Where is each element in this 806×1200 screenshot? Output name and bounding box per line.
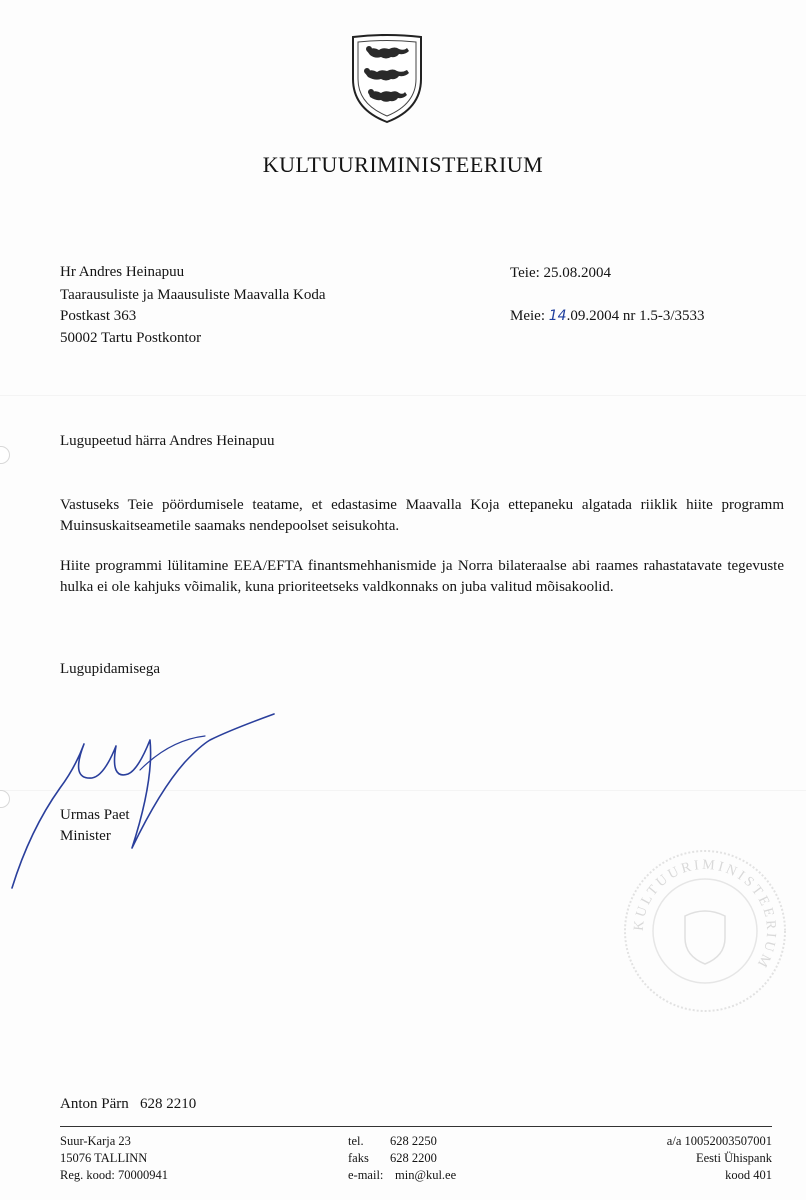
recipient-name: Hr Andres Heinapuu xyxy=(60,264,185,280)
estonian-coat-of-arms-icon xyxy=(347,33,427,125)
closing: Lugupidamisega xyxy=(60,661,160,677)
footer-bank-account: a/a 10052003507001 xyxy=(666,1134,772,1148)
recipient-organization: Taarausuliste ja Maausuliste Maavalla Koda xyxy=(60,287,326,303)
footer-bank-name: Eesti Ühispank xyxy=(695,1151,772,1165)
svg-text:KULTUURIMINISTEERIUM xyxy=(632,858,779,972)
ministry-name: KULTUURIMINISTEERIUM xyxy=(262,152,544,177)
meie-reference xyxy=(510,305,705,327)
footer-email: min@kul.ee xyxy=(395,1168,457,1182)
footer-fax: 628 2200 xyxy=(390,1151,437,1165)
recipient-postcode-city: 50002 Tartu Postkontor xyxy=(60,330,202,346)
footer-registry-code: Reg. kood: 70000941 xyxy=(60,1168,168,1182)
salutation: Lugupeetud härra Andres Heinapuu xyxy=(60,433,275,449)
footer-fax-label: faks xyxy=(348,1151,369,1165)
meie-handwritten-day: 14 xyxy=(548,308,567,324)
footer-tel-label: tel. xyxy=(348,1134,364,1148)
meie-prefix: Meie: xyxy=(510,308,549,324)
footer-email-label: e-mail: xyxy=(348,1168,384,1182)
contact-person-phone: 628 2210 xyxy=(140,1096,197,1112)
contact-person xyxy=(60,1093,196,1115)
footer-tel: 628 2250 xyxy=(390,1134,437,1148)
footer-divider xyxy=(60,1126,772,1127)
signatory-name: Urmas Paet xyxy=(60,807,130,823)
embossed-seal-icon xyxy=(622,848,788,1014)
fold-line xyxy=(0,395,806,396)
punch-hole xyxy=(0,446,10,464)
recipient-postbox: Postkast 363 xyxy=(60,308,137,324)
meie-rest: .09.2004 nr 1.5-3/3533 xyxy=(566,308,705,324)
signatory-title: Minister xyxy=(60,828,111,844)
footer-bank-code: kood 401 xyxy=(725,1168,772,1182)
body-paragraph-2: Hiite programmi lülitamine EEA/EFTA finantsmehhanismide ja Norra bilateraalse abi raames rahastatavate tegevuste hulka ei ole kahjuks võimalik, kuna prioriteetseks valdkonnaks on juba valitud mõisakoolid. xyxy=(60,558,784,595)
contact-person-name: Anton Pärn xyxy=(60,1096,129,1112)
body-paragraph-1: Vastuseks Teie pöördumisele teatame, et edastasime Maavalla Koja ettepaneku algatada riiklik hiite programm Muinsuskaitseametile saamaks nendepoolset seisukohta. xyxy=(60,497,784,534)
teie-reference: Teie: 25.08.2004 xyxy=(510,265,612,281)
seal-lettering: KULTUURIMINISTEERIUM xyxy=(631,857,779,972)
handwritten-signature-icon xyxy=(0,700,300,900)
footer-address-street: Suur-Karja 23 xyxy=(60,1134,131,1148)
footer-address-city: 15076 TALLINN xyxy=(60,1151,148,1165)
